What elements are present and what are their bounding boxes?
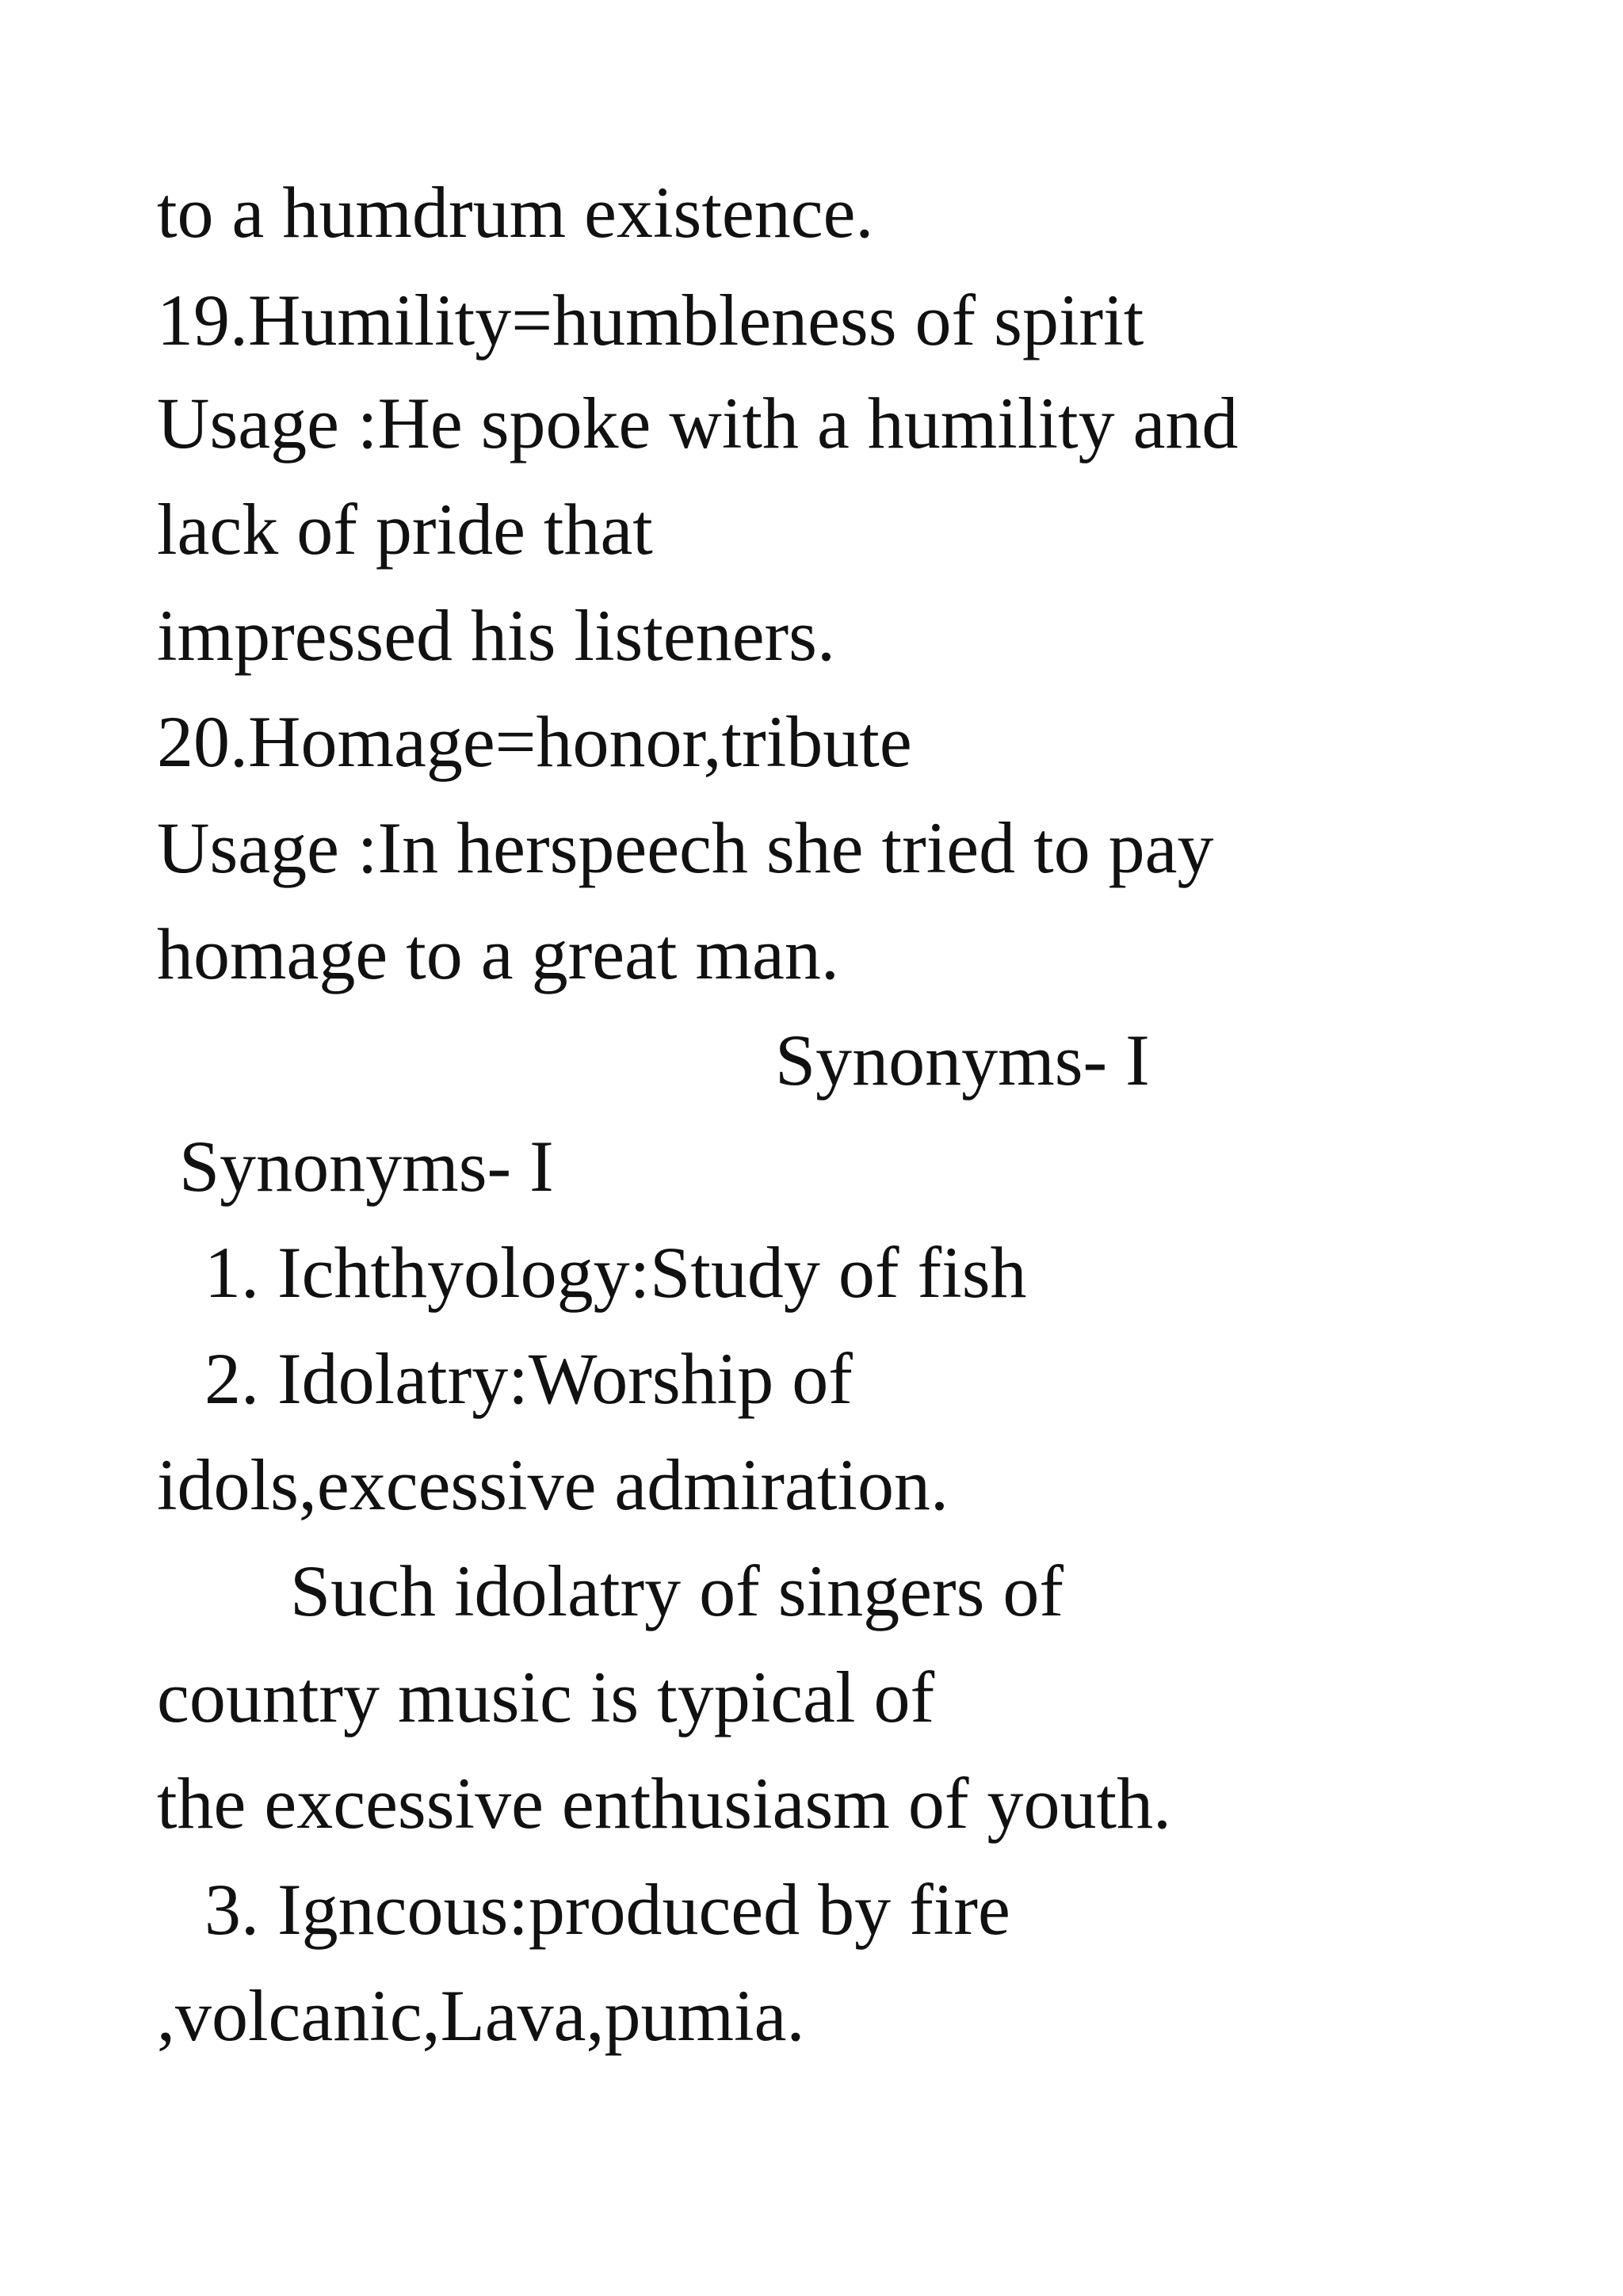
- section-heading: Synonyms- I: [179, 1126, 554, 1207]
- entry-idolatry-example-1: Such idolatry of singers of: [290, 1550, 1064, 1631]
- entry-idolatry-example-3: the excessive enthusiasm of youth.: [157, 1763, 1172, 1844]
- entry-humility-usage-1: Usage :He spoke with a humility and: [157, 383, 1239, 463]
- section-heading-right: Synonyms- I: [775, 1020, 1150, 1100]
- entry-homage-usage-1: Usage :In herspeech she tried to pay: [157, 807, 1214, 888]
- entry-homage-definition: 20.Homage=honor,tribute: [157, 701, 912, 782]
- text-line-humdrum-existence: to a humdrum existence.: [157, 172, 874, 253]
- entry-humility-definition: 19.Humility=humbleness of spirit: [157, 280, 1144, 360]
- entry-idolatry-definition-2: idols,excessive admiration.: [157, 1444, 949, 1525]
- entry-ichthyology: 1. Ichthyology:Study of fish: [204, 1232, 1027, 1313]
- entry-idolatry-example-2: country music is typical of: [157, 1657, 935, 1737]
- entry-igneous-definition-2: ,volcanic,Lava,pumia.: [157, 1975, 805, 2056]
- entry-humility-usage-2: lack of pride that: [157, 489, 653, 570]
- entry-idolatry-definition-1: 2. Idolatry:Worship of: [204, 1338, 853, 1419]
- entry-homage-usage-2: homage to a great man.: [157, 913, 839, 994]
- entry-igneous-definition-1: 3. Igncous:produced by fire: [204, 1869, 1010, 1950]
- entry-humility-usage-3: impressed his listeners.: [157, 595, 835, 676]
